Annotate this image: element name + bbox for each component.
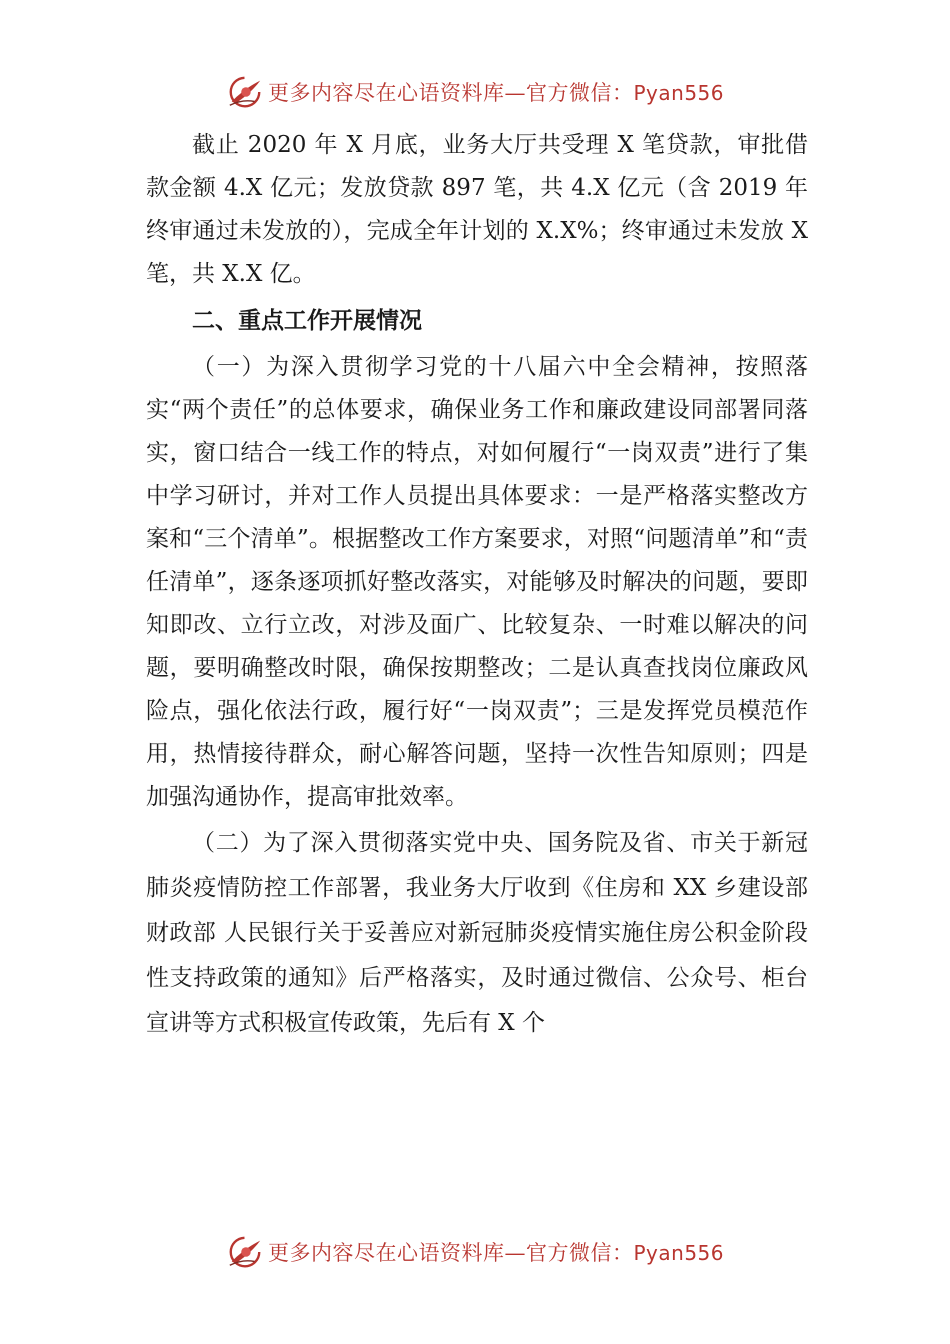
paragraph-loan-summary: 截止 2020 年 X 月底，业务大厅共受理 X 笔贷款，审批借款金额 4.X 亿元；发放贷款 897 笔，共 4.X 亿元（含 2019 年终审通过未发放的），完成全年计划的 X.X%；终审通过未发放 X 笔，共 X.X 亿。 [146, 132, 808, 287]
section-heading: 二、重点工作开展情况 [192, 308, 422, 334]
banner-text: 更多内容尽在心语资料库—官方微信： [267, 1241, 634, 1265]
paragraph-section-two: （二）为了深入贯彻落实党中央、国务院及省、市关于新冠肺炎疫情防控工作部署，我业务大厅收到《住房和 XX 乡建设部 财政部 人民银行关于妥善应对新冠肺炎疫情实施住房公积金阶段性支持政策的通知》后严格落实，及时通过微信、公众号、柜台宣讲等方式积极宣传政策，先后有 X 个 [146, 830, 808, 1036]
circle-leaf-logo-icon [226, 73, 264, 111]
banner-wechat-id: Pyan556 [633, 81, 724, 105]
banner-text: 更多内容尽在心语资料库—官方微信： [267, 81, 634, 105]
footer-banner [0, 1230, 950, 1274]
circle-leaf-logo-icon [226, 1233, 264, 1271]
banner-wechat-id: Pyan556 [633, 1241, 724, 1265]
header-banner [0, 70, 950, 114]
document-body [146, 124, 808, 1046]
paragraph-section-one: （一）为深入贯彻学习党的十八届六中全会精神，按照落实“两个责任”的总体要求，确保业务工作和廉政建设同部署同落实，窗口结合一线工作的特点，对如何履行“一岗双责”进行了集中学习研讨，并对工作人员提出具体要求：一是严格落实整改方案和“三个清单”。根据整改工作方案要求，对照“问题清单”和“责任清单”，逐条逐项抓好整改落实，对能够及时解决的问题，要即知即改、立行立改，对涉及面广、比较复杂、一时难以解决的问题，要明确整改时限，确保按期整改；二是认真查找岗位廉政风险点，强化依法行政，履行好“一岗双责”；三是发挥党员模范作用，热情接待群众，耐心解答问题，坚持一次性告知原则；四是加强沟通协作，提高审批效率。 [146, 354, 808, 810]
